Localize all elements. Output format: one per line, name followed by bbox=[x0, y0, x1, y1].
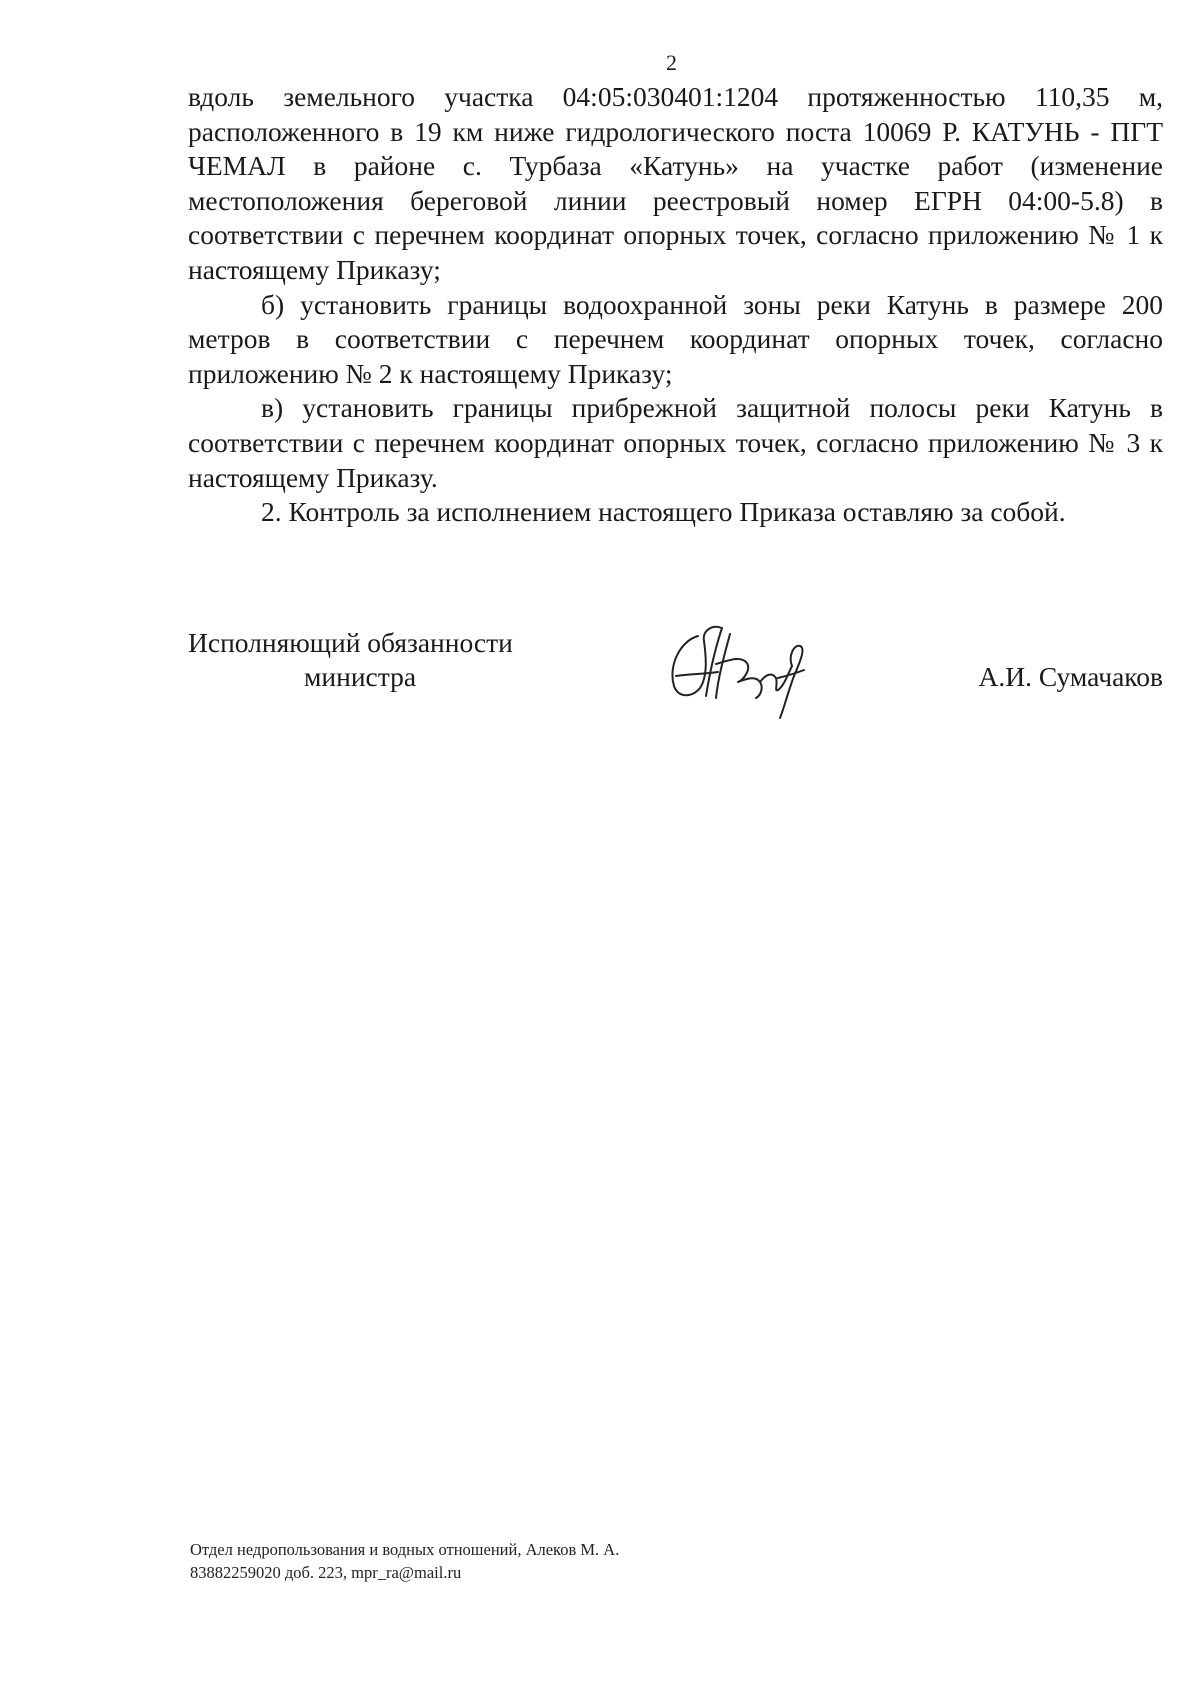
page-number: 2 bbox=[666, 50, 677, 75]
signature-block bbox=[188, 626, 1163, 736]
footer-phone-email: 83882259020 доб. 223, mpr_ra@mail.ru bbox=[190, 1563, 462, 1582]
signatory-name: А.И. Сумачаков bbox=[978, 661, 1163, 692]
paragraph-continuation: вдоль земельного участка 04:05:030401:1204 протяженностью 110,35 м, расположенного в 19 км ниже гидрологического поста 10069 Р. КАТУНЬ - ПГТ ЧЕМАЛ в районе с. Турбаза «Катунь» на участке работ (изменение местоположения береговой линии реестровый номер ЕГРН 04:00-5.8) в соответствии с перечнем координат опорных точек, согласно приложению № 1 к настоящему Приказу; bbox=[188, 81, 1163, 285]
handwritten-signature bbox=[660, 616, 810, 721]
footer-department: Отдел недропользования и водных отношений, Алеков М. А. bbox=[190, 1540, 620, 1559]
paragraph-item-b: б) установить границы водоохранной зоны реки Катунь в размере 200 метров в соответствии с перечнем координат опорных точек, согласно приложению № 2 к настоящему Приказу; bbox=[188, 288, 1163, 389]
paragraph-item-v: в) установить границы прибрежной защитной полосы реки Катунь в соответствии с перечнем координат опорных точек, согласно приложению № 3 к настоящему Приказу. bbox=[188, 392, 1163, 493]
document-body bbox=[188, 80, 1163, 530]
signatory-role-line2: министра bbox=[304, 661, 417, 692]
signatory-role bbox=[188, 626, 513, 694]
signatory-role-line1: Исполняющий обязанности bbox=[188, 627, 513, 658]
footer-contact bbox=[190, 1538, 619, 1584]
paragraph-item-2: 2. Контроль за исполнением настоящего Приказа оставляю за собой. bbox=[261, 496, 1066, 528]
